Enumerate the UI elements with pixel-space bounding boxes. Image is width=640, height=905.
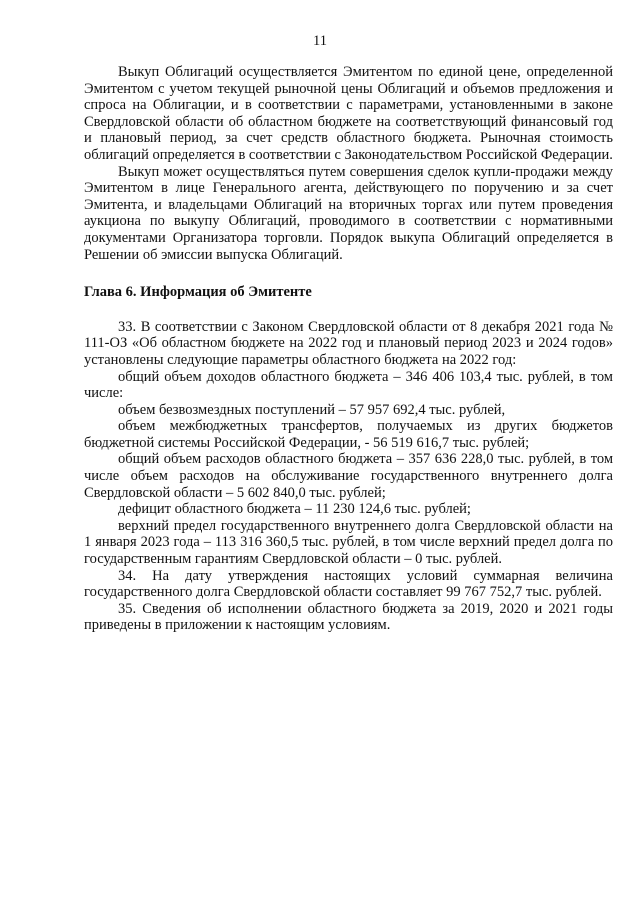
paragraph-33-transfers: объем межбюджетных трансфертов, получаемых из других бюджетов бюджетной системы Российской Федерации, - 56 519 616,7 тыс. рублей;	[84, 418, 613, 451]
paragraph-33-gratuitous: объем безвозмездных поступлений – 57 957 692,4 тыс. рублей,	[118, 401, 506, 418]
chapter-heading: Глава 6. Информация об Эмитенте	[84, 284, 312, 301]
paragraph-33-intro: 33. В соответствии с Законом Свердловской области от 8 декабря 2021 года № 111-ОЗ «Об областном бюджете на 2022 год и плановый период 2023 и 2024 годов» установлены следующие параметры областного бюджета на 2022 год:	[84, 318, 613, 368]
paragraph-33-expenses: общий объем расходов областного бюджета – 357 636 228,0 тыс. рублей, в том числе объем расходов на обслуживание государственного внутреннего долга Свердловской области – 5 602 840,0 тыс. рублей;	[84, 451, 613, 501]
paragraph-35: 35. Сведения об исполнении областного бюджета за 2019, 2020 и 2021 годы приведены в приложении к настоящим условиям.	[84, 600, 613, 634]
paragraph-33-revenue: общий объем доходов областного бюджета – 346 406 103,4 тыс. рублей, в том числе:	[84, 368, 613, 402]
paragraph-33-deficit: дефицит областного бюджета – 11 230 124,6 тыс. рублей;	[118, 501, 471, 518]
paragraph-buyback-price: Выкуп Облигаций осуществляется Эмитентом по единой цене, определенной Эмитентом с учетом текущей рыночной цены Облигаций и объемов предложения и спроса на Облигации, и в соответствии с параметрами, установленными в законе Свердловской области об областном бюджете на соответствующий финансовый год и плановый период, за счет средств областного бюджета. Рыночная стоимость облигаций определяется в соответствии с Законодательством Российской Федерации.	[84, 64, 613, 163]
paragraph-33-debt-limit: верхний предел государственного внутреннего долга Свердловской области на 1 января 2023 года – 113 316 360,5 тыс. рублей, в том числе верхний предел долга по государственным гарантиям Свердловской области – 0 тыс. рублей.	[84, 517, 613, 568]
page-number: 11	[313, 33, 327, 49]
document-body	[84, 64, 613, 634]
paragraph-buyback-method: Выкуп может осуществляться путем совершения сделок купли-продажи между Эмитентом в лице Генерального агента, действующего по поручению и за счет Эмитента, и владельцами Облигаций на вторичных торгах или путем проведения аукциона по выкупу Облигаций, проводимого в соответствии с нормативными документами Организатора торговли. Порядок выкупа Облигаций определяется в Решении об эмиссии выпуска Облигаций.	[84, 163, 613, 263]
paragraph-34: 34. На дату утверждения настоящих условий суммарная величина государственного долга Свердловской области составляет 99 767 752,7 тыс. рублей.	[84, 567, 613, 601]
